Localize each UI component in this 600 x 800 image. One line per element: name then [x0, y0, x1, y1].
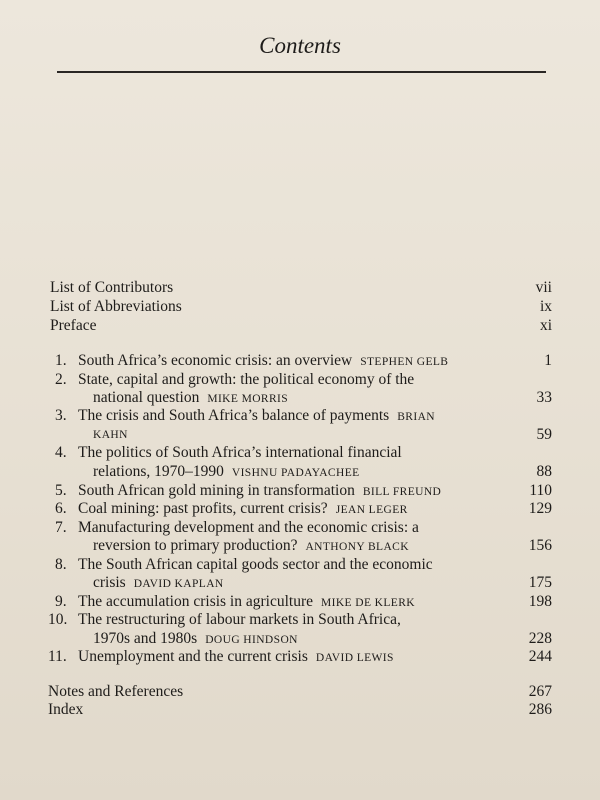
entry-title: Index [48, 701, 84, 718]
chapter-title: State, capital and growth: the political economy of the [78, 371, 415, 388]
entry-page: ix [539, 298, 552, 315]
chapter-entry-cont [0, 426, 600, 444]
chapter-entry-cont [0, 389, 600, 407]
chapter-author: JEAN LEGER [335, 504, 408, 516]
chapter-title: South Africa’s economic crisis: an overview [78, 352, 353, 369]
chapter-page: 129 [528, 500, 552, 517]
chapter-page: 198 [528, 593, 552, 610]
chapter-page: 88 [536, 463, 552, 480]
chapter-entry [0, 352, 600, 370]
chapter-entry [0, 611, 600, 629]
entry-title: Preface [50, 317, 97, 334]
chapter-entry [0, 371, 600, 389]
chapter-number: 1. [55, 352, 67, 369]
chapter-title: The South African capital goods sector and the economic [78, 556, 433, 573]
entry-page: 286 [528, 701, 552, 718]
chapter-number: 7. [55, 519, 67, 536]
toc-entry [0, 317, 600, 335]
chapter-entry [0, 593, 600, 611]
chapter-entry [0, 482, 600, 500]
chapter-author: DAVID LEWIS [315, 652, 394, 664]
entry-page: 267 [528, 683, 552, 700]
entry-page: xi [539, 317, 552, 334]
chapter-author: DAVID KAPLAN [133, 578, 224, 590]
chapter-entry [0, 500, 600, 518]
chapter-number: 2. [55, 371, 67, 388]
chapter-entry-cont [0, 537, 600, 555]
chapter-title-cont: crisis [93, 574, 126, 591]
chapter-page: 110 [529, 482, 552, 499]
chapter-number: 9. [55, 593, 67, 610]
title-rule [57, 71, 546, 73]
chapter-title: Manufacturing development and the economic crisis: a [78, 519, 419, 536]
toc-entry [0, 279, 600, 297]
chapter-number: 4. [55, 444, 67, 461]
entry-title: List of Contributors [50, 279, 174, 296]
chapter-number: 5. [55, 482, 67, 499]
chapter-author: ANTHONY BLACK [305, 541, 409, 553]
chapter-page: 156 [528, 537, 552, 554]
chapter-author: MIKE DE KLERK [321, 597, 415, 609]
chapter-title-cont: national question [93, 389, 200, 406]
chapter-title: The accumulation crisis in agriculture [78, 593, 313, 610]
chapter-title: The crisis and South Africa’s balance of payments [78, 407, 390, 424]
entry-page: vii [535, 279, 552, 296]
chapter-page: 59 [536, 426, 552, 443]
chapter-title-cont: 1970s and 1980s [93, 630, 198, 647]
chapter-author: VISHNU PADAYACHEE [231, 467, 360, 479]
chapter-page: 1 [544, 352, 552, 369]
chapter-entry [0, 556, 600, 574]
chapter-title: Unemployment and the current crisis [78, 648, 308, 665]
toc-entry [0, 298, 600, 316]
chapter-author: MIKE MORRIS [207, 393, 289, 405]
chapter-page: 244 [528, 648, 552, 665]
chapter-entry [0, 444, 600, 462]
chapter-entry [0, 519, 600, 537]
chapter-page: 175 [528, 574, 552, 591]
chapter-title-cont: relations, 1970–1990 [93, 463, 224, 480]
entry-title: Notes and References [48, 683, 184, 700]
chapter-page: 33 [536, 389, 552, 406]
chapter-entry [0, 407, 600, 425]
chapter-number: 3. [55, 407, 67, 424]
entry-title: List of Abbreviations [50, 298, 182, 315]
chapter-page: 228 [528, 630, 552, 647]
chapter-title: The politics of South Africa’s international financial [78, 444, 402, 461]
chapter-number: 10. [48, 611, 68, 628]
chapter-entry-cont [0, 463, 600, 481]
chapter-author: BRIAN [397, 411, 435, 423]
chapter-title: South African gold mining in transformation [78, 482, 355, 499]
chapter-author-cont: KAHN [93, 429, 128, 441]
chapter-number: 8. [55, 556, 67, 573]
chapter-number: 6. [55, 500, 67, 517]
page-title: Contents [259, 33, 341, 58]
chapter-number: 11. [48, 648, 67, 665]
toc-entry [0, 701, 600, 719]
chapter-author: STEPHEN GELB [360, 356, 449, 368]
chapter-entry-cont [0, 630, 600, 648]
chapter-entry [0, 648, 600, 666]
chapter-entry-cont [0, 574, 600, 592]
chapter-title: Coal mining: past profits, current crisis? [78, 500, 328, 517]
chapter-author: DOUG HINDSON [205, 634, 298, 646]
chapter-title-cont: reversion to primary production? [93, 537, 298, 554]
chapter-title: The restructuring of labour markets in South Africa, [78, 611, 401, 628]
chapter-author: BILL FREUND [362, 486, 442, 498]
toc-entry [0, 683, 600, 701]
